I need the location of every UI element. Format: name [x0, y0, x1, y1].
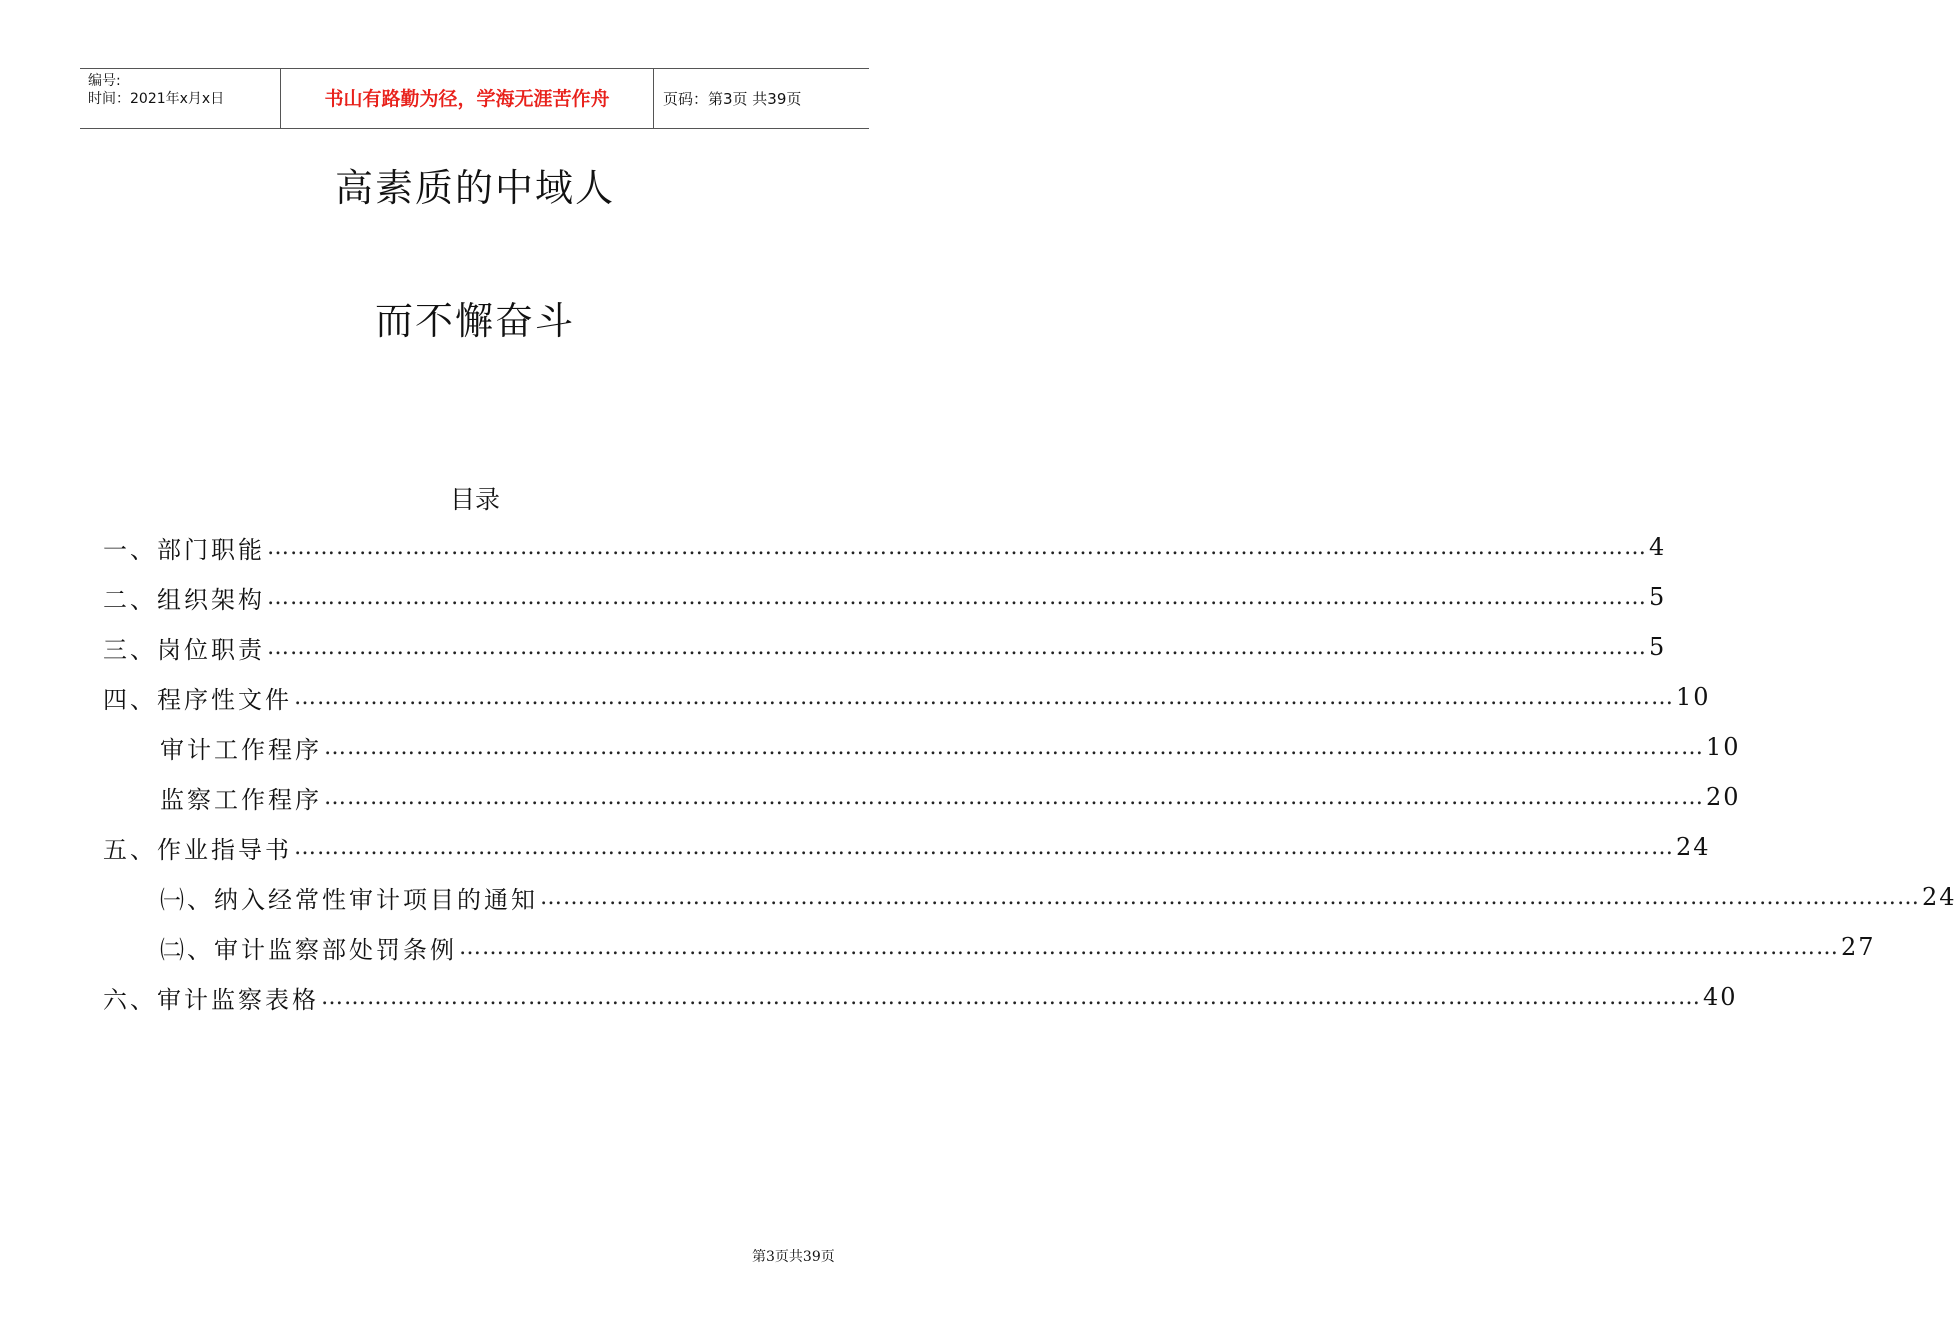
header-page-info: 页码：第3页 共39页 — [663, 90, 802, 108]
header-bottom-rule — [80, 128, 869, 129]
toc-leader: ……………………………………………………………………………………………………………………………………………………………… — [267, 584, 1647, 610]
header-motto: 书山有路勤为径，学海无涯苦作舟 — [324, 88, 610, 110]
toc-leader: ……………………………………………………………………………………………………………………………………………………………… — [294, 684, 1674, 710]
toc-item-label: 审计工作程序 — [160, 735, 322, 764]
toc-leader: ……………………………………………………………………………………………………………………………………………………………… — [324, 734, 1704, 760]
toc-item-7 — [103, 827, 1711, 867]
toc-item-label: 一、部门职能 — [103, 535, 265, 564]
toc-item-label: ㈡、审计监察部处罚条例 — [160, 935, 457, 964]
toc-item-9 — [160, 927, 1876, 967]
toc-item-label: 六、审计监察表格 — [103, 985, 319, 1014]
header-top-rule — [80, 68, 869, 69]
toc-item-label: 四、程序性文件 — [103, 685, 292, 714]
toc-leader: ……………………………………………………………………………………………………………………………………………………………… — [267, 634, 1647, 660]
toc-item-label: 二、组织架构 — [103, 585, 265, 614]
toc-item-6 — [160, 777, 1741, 817]
toc-leader: ……………………………………………………………………………………………………………………………………………………………… — [294, 834, 1674, 860]
toc-item-label: ㈠、纳入经常性审计项目的通知 — [160, 885, 538, 914]
footer-page-info: 第3页共39页 — [752, 1249, 835, 1265]
toc-leader: ……………………………………………………………………………………………………………………………………………………………… — [324, 784, 1704, 810]
slogan-line-2: 而不懈奋斗 — [374, 299, 575, 343]
slogan-line-1: 高素质的中域人 — [334, 166, 615, 210]
toc-item-page: 5 — [1649, 583, 1667, 611]
toc-item-page: 40 — [1703, 983, 1738, 1011]
toc-leader: ……………………………………………………………………………………………………………………………………………………………… — [267, 534, 1647, 560]
toc-item-8 — [160, 877, 1957, 917]
toc-item-page: 10 — [1676, 683, 1711, 711]
toc-item-page: 24 — [1922, 883, 1957, 911]
toc-leader: ……………………………………………………………………………………………………………………………………………………………… — [540, 884, 1920, 910]
toc-item-3 — [103, 627, 1667, 667]
toc-item-2 — [103, 577, 1667, 617]
toc-item-5 — [160, 727, 1741, 767]
toc-item-label: 监察工作程序 — [160, 785, 322, 814]
date-label: 时间：2021年x月x日 — [88, 91, 225, 107]
toc-item-4 — [103, 677, 1711, 717]
toc-item-label: 五、作业指导书 — [103, 835, 292, 864]
toc-item-1 — [103, 527, 1667, 567]
code-label: 编号: — [88, 73, 121, 89]
header-meta — [88, 72, 278, 108]
toc-item-page: 10 — [1706, 733, 1741, 761]
toc-item-page: 5 — [1649, 633, 1667, 661]
toc-leader: ……………………………………………………………………………………………………………………………………………………………… — [321, 984, 1701, 1010]
toc-title: 目录 — [449, 485, 500, 514]
toc-item-10 — [103, 977, 1738, 1017]
toc-leader: ……………………………………………………………………………………………………………………………………………………………… — [459, 934, 1839, 960]
header-divider-right — [653, 68, 654, 128]
toc-item-page: 27 — [1841, 933, 1876, 961]
toc-item-page: 4 — [1649, 533, 1667, 561]
toc-item-page: 24 — [1676, 833, 1711, 861]
toc-item-label: 三、岗位职责 — [103, 635, 265, 664]
toc-item-page: 20 — [1706, 783, 1741, 811]
